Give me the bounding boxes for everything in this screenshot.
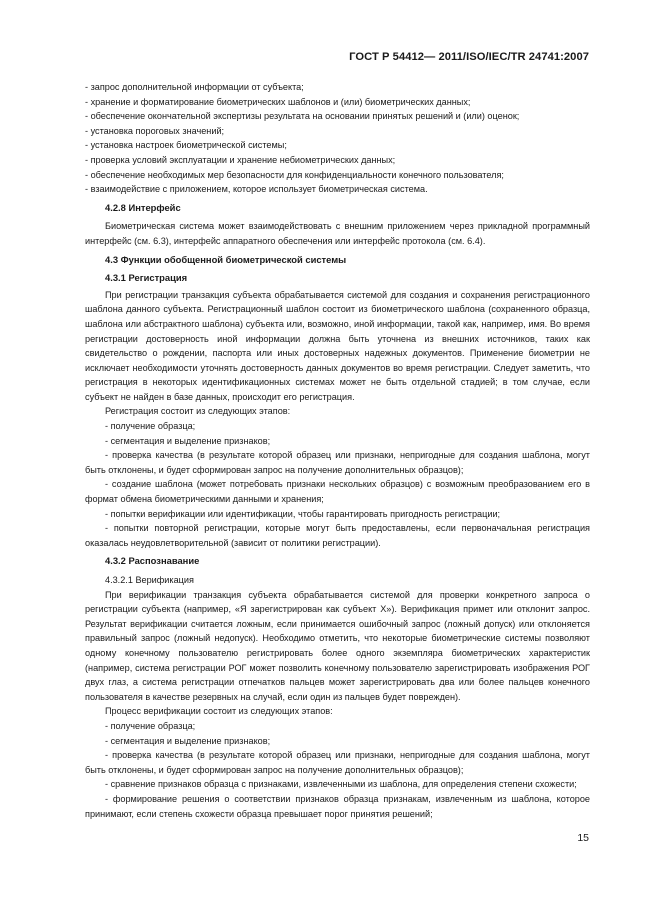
list-item: - обеспечение окончательной экспертизы результата на основании принятых решений и (или) оценок; bbox=[85, 111, 520, 122]
list-item: - попытки повторной регистрации, которые могут быть предоставлены, если первоначальная регистрация оказалась неудовлетворительной (зависит от политики регистрации). bbox=[85, 523, 590, 548]
list-item: - проверка качества (в результате которой образец или признаки, непригодные для создания шаблона, могут быть отклонены, и будет сформирован запрос на получение дополнительных образцов); bbox=[85, 450, 590, 475]
list-item: - попытки верификации или идентификации, чтобы гарантировать пригодность регистрации; bbox=[105, 508, 501, 519]
list-item: - получение образца; bbox=[105, 720, 196, 731]
paragraph: При верификации транзакция субъекта обрабатывается системой для проверки конкретного запроса о регистрации субъекта (например, «Я зарегистрирован как субъект X»). Верификация примет или отклонит запрос. Результат верификации считается ложным, если принимается ошибочный запрос (ложный допуск) или отклоняется правильный запрос (ложный недопуск). Необходимо отметить, что некоторые биометрические системы позволяют одному конечному пользователю регистрировать более одного экземпляра биометрических характеристик (например, система регистрации РОГ может позволить конечному пользователю зарегистрировать изображения РОГ двух глаз, а система регистрации отпечатков пальцев может зарегистрировать два или более пальцев конечного пользователя в качестве резервных на случай, если один из пальцев будет поврежден). bbox=[85, 589, 590, 702]
section-heading-4-3: 4.3 Функции обобщенной биометрической системы bbox=[105, 253, 347, 265]
list-item: - хранение и форматирование биометрических шаблонов и (или) биометрических данных; bbox=[85, 96, 471, 107]
standard-header: ГОСТ Р 54412— 2011/ISO/IEC/TR 24741:2007 bbox=[349, 51, 589, 63]
page-number: 15 bbox=[577, 832, 589, 844]
steps-intro: Регистрация состоит из следующих этапов: bbox=[105, 406, 291, 417]
list-item: - формирование решения о соответствии признаков образца признакам, извлеченным из шаблона, которое принимают, если степень схожести образца превышает порог принятия решений; bbox=[85, 793, 590, 819]
list-item: - проверка условий эксплуатации и хранение небиометрических данных; bbox=[85, 154, 396, 165]
list-item: - установка пороговых значений; bbox=[85, 125, 225, 136]
list-item: - запрос дополнительной информации от субъекта; bbox=[85, 82, 304, 92]
list-item: - получение образца; bbox=[105, 421, 196, 432]
section-heading-4-3-1: 4.3.1 Регистрация bbox=[105, 272, 188, 284]
list-item: - проверка качества (в результате которой образец или признаки, непригодные для создания шаблона, могут быть отклонены, и будет сформирован запрос на получение дополнительных образцов); bbox=[85, 750, 590, 775]
subsection-heading-4-3-2-1: 4.3.2.1 Верификация bbox=[105, 575, 194, 585]
paragraph: При регистрации транзакция субъекта обрабатывается системой для создания и сохранения регистрационного шаблона данного субъекта. Регистрационный шаблон состоит из биометрического шаблона (сохраненного образца, шаблона или абстрактного шаблона) субъекта или, возможно, иной информации, такой как, например, имя. Во время регистрации достоверность иной информации должна быть уточнена из внешних источников, таких как свидетельство о рождении, паспорта или иных достоверных надежных документов. Применение биометрии не исключает необходимости уточнять достоверность данных документов во время регистрации. Следует заметить, что регистрация в некоторых идентификационных системах может не быть отдельной стадией; в том случае, если субъект не найден в базе данных, происходит его регистрация. bbox=[85, 289, 590, 402]
list-item: - обеспечение необходимых мер безопасности для конфиденциальности конечного пользователя; bbox=[85, 169, 504, 180]
page-content bbox=[85, 80, 590, 821]
paragraph: Биометрическая система может взаимодействовать с внешним приложением через прикладной программный интерфейс (см. 6.3), интерфейс аппаратного обеспечения или интерфейс протокола (см. 6.4). bbox=[85, 221, 590, 246]
section-heading-4-3-2: 4.3.2 Распознавание bbox=[105, 555, 200, 567]
list-item: - взаимодействие с приложением, которое использует биометрическая система. bbox=[85, 184, 428, 195]
list-item: - установка настроек биометрической системы; bbox=[85, 140, 287, 151]
list-item: - сравнение признаков образца с признаками, извлеченными из шаблона, для определения степени схожести; bbox=[105, 779, 577, 790]
list-item: - сегментация и выделение признаков; bbox=[105, 735, 271, 746]
section-heading-4-2-8: 4.2.8 Интерфейс bbox=[105, 201, 181, 213]
list-item: - создание шаблона (может потребовать признаки нескольких образцов) с возможным преобразованием его в формат обмена биометрическими данными и хранения; bbox=[85, 479, 590, 505]
list-item: - сегментация и выделение признаков; bbox=[105, 435, 271, 446]
steps-intro: Процесс верификации состоит из следующих этапов: bbox=[105, 706, 333, 717]
